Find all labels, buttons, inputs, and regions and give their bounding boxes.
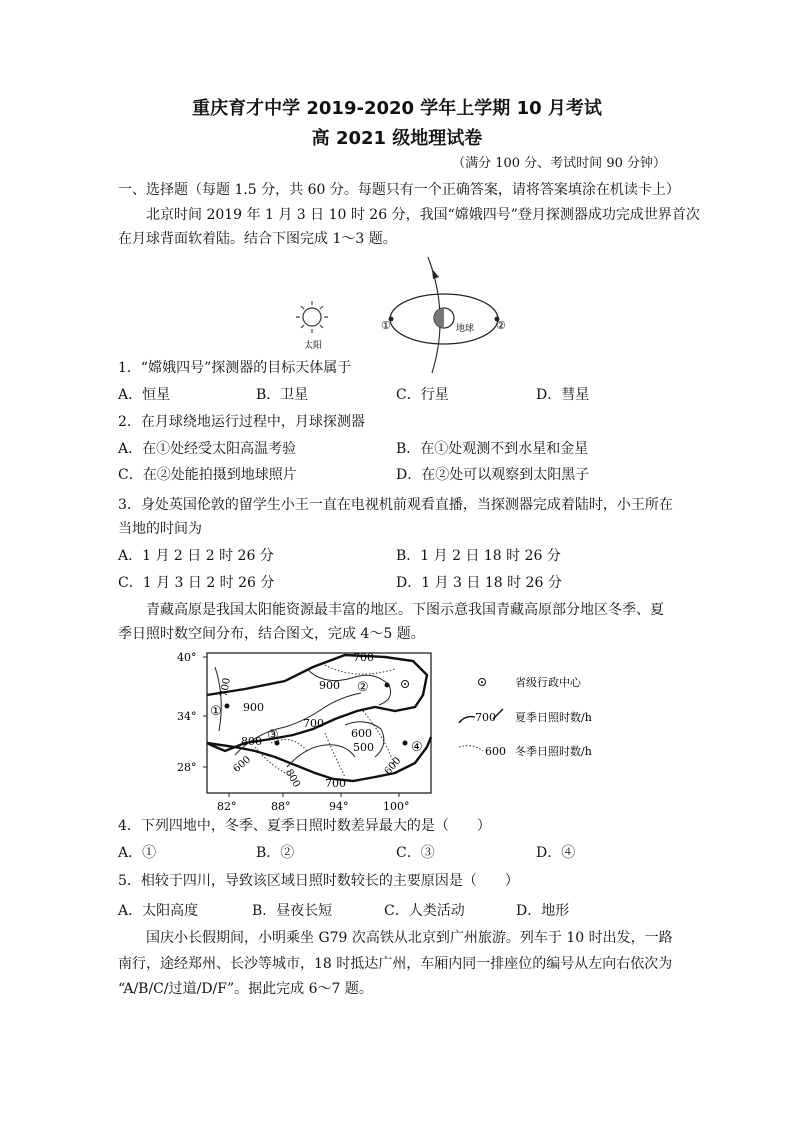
q4-option-a: A．① bbox=[118, 845, 157, 861]
lat-label-34: 34° bbox=[177, 710, 197, 723]
lon-label-94: 94° bbox=[329, 800, 349, 813]
winter-isoline bbox=[325, 733, 345, 777]
summer-isoline bbox=[287, 745, 355, 767]
isoline-label: 600 bbox=[351, 727, 372, 740]
isoline-label: 600 bbox=[382, 755, 404, 778]
point-label-3: ③ bbox=[267, 728, 279, 743]
legend-summer-line bbox=[459, 717, 475, 723]
earth-label: 地球 bbox=[456, 324, 475, 334]
q3-option-d: D．1 月 3 日 18 时 26 分 bbox=[396, 575, 562, 591]
point-label-4: ④ bbox=[411, 740, 423, 755]
sunshine-map bbox=[175, 647, 645, 817]
isoline-label: 700 bbox=[325, 777, 346, 790]
isoline-label: 700 bbox=[303, 717, 324, 730]
location-2 bbox=[385, 683, 390, 688]
section-heading: 一、选择题（每题 1.5 分，共 60 分。每题只有一个正确答案，请将答案填涂在机读卡上） bbox=[118, 182, 680, 198]
q1-option-a: A．恒星 bbox=[118, 387, 171, 403]
q1-stem: 1．“嫦娥四号”探测器的目标天体属于 bbox=[118, 360, 352, 376]
passage1-line1: 北京时间 2019 年 1 月 3 日 10 时 26 分，我国“嫦娥四号”登月探测器成功完成世界首次 bbox=[146, 207, 700, 223]
q5-option-b: B．昼夜长短 bbox=[252, 903, 333, 919]
isoline-label: 600 bbox=[231, 754, 254, 775]
q1-option-d: D．彗星 bbox=[536, 387, 590, 403]
passage3-line1: 国庆小长假期间，小明乘坐 G79 次高铁从北京到广州旅游。列车于 10 时出发，一路 bbox=[146, 930, 673, 946]
legend-winter-line bbox=[459, 746, 483, 751]
sun-icon bbox=[296, 301, 328, 333]
q4-option-b: B．② bbox=[256, 845, 295, 861]
q3-option-b: B．1 月 2 日 18 时 26 分 bbox=[396, 548, 561, 564]
q1-option-c: C．行星 bbox=[396, 387, 449, 403]
isoline-label: 700 bbox=[353, 651, 374, 664]
q4-option-d: D．④ bbox=[536, 845, 576, 861]
earth-icon bbox=[434, 308, 454, 328]
q5-stem: 5．相较于四川，导致该区域日照时数较长的主要原因是（ ） bbox=[118, 873, 519, 889]
q1-option-b: B．卫星 bbox=[256, 387, 309, 403]
point-label-2: ② bbox=[357, 680, 369, 695]
q5-option-a: A．太阳高度 bbox=[118, 903, 199, 919]
passage3-line3: “A/B/C/过道/D/F”。据此完成 6～7 题。 bbox=[118, 981, 373, 997]
lon-label-82: 82° bbox=[217, 800, 237, 813]
legend-capital-label: 省级行政中心 bbox=[515, 676, 581, 689]
winter-isoline bbox=[325, 665, 395, 674]
marker-1: ① bbox=[381, 319, 391, 332]
isoline-label: 500 bbox=[353, 741, 374, 754]
passage1-line2: 在月球背面软着陆。结合下图完成 1～3 题。 bbox=[118, 231, 397, 247]
q2-option-c: C．在②处能拍摄到地球照片 bbox=[118, 467, 297, 483]
lat-label-40: 40° bbox=[177, 651, 197, 664]
isoline-label: 900 bbox=[319, 679, 340, 692]
location-1 bbox=[225, 704, 230, 709]
orbit-figure bbox=[282, 255, 522, 375]
legend-winter-value: 600 bbox=[485, 745, 506, 758]
exam-info: （满分 100 分、考试时间 90 分钟） bbox=[452, 156, 666, 171]
passage3-line2: 南行，途经郑州、长沙等城市，18 时抵达广州，车厢内同一排座位的编号从左向右依次为 bbox=[118, 956, 673, 972]
lon-label-100: 100° bbox=[383, 800, 410, 813]
q4-stem: 4．下列四地中，冬季、夏季日照时数差异最大的是（ ） bbox=[118, 818, 491, 834]
sun-label: 太阳 bbox=[304, 341, 323, 351]
legend-winter-label: 冬季日照时数/h bbox=[515, 745, 592, 758]
lat-label-28: 28° bbox=[177, 761, 197, 774]
lon-label-88: 88° bbox=[271, 800, 291, 813]
summer-isoline bbox=[215, 667, 221, 731]
isoline-label: 800 bbox=[282, 767, 303, 790]
isoline-label: 900 bbox=[243, 701, 264, 714]
q3-stem-line1: 3．身处英国伦敦的留学生小王一直在电视机前观看直播，当探测器完成着陆时，小王所在 bbox=[118, 497, 673, 513]
marker-2: ② bbox=[496, 319, 506, 332]
legend-summer-label: 夏季日照时数/h bbox=[515, 711, 592, 724]
q3-option-c: C．1 月 3 日 2 时 26 分 bbox=[118, 575, 275, 591]
q2-stem: 2．在月球绕地运行过程中，月球探测器 bbox=[118, 414, 365, 430]
legend-summer-value: 700 bbox=[475, 711, 496, 724]
location-4 bbox=[403, 741, 408, 746]
q2-option-b: B．在①处观测不到水星和金星 bbox=[396, 441, 589, 457]
q5-option-d: D．地形 bbox=[516, 903, 570, 919]
legend-capital-icon bbox=[479, 679, 486, 686]
orbit-arrow bbox=[432, 269, 439, 279]
q2-option-a: A．在①处经受太阳高温考验 bbox=[118, 441, 297, 457]
q2-option-d: D．在②处可以观察到太阳黑子 bbox=[396, 467, 590, 483]
passage2-line1: 青藏高原是我国太阳能资源最丰富的地区。下图示意我国青藏高原部分地区冬季、夏 bbox=[146, 602, 664, 618]
q5-option-c: C．人类活动 bbox=[384, 903, 465, 919]
isoline-label: 700 bbox=[218, 677, 233, 698]
passage2-line2: 季日照时数空间分布，结合图文，完成 4～5 题。 bbox=[118, 626, 425, 642]
provincial-capital-icon bbox=[402, 681, 409, 688]
isoline-label: 800 bbox=[241, 735, 262, 748]
q4-option-c: C．③ bbox=[396, 845, 435, 861]
exam-title-line1: 重庆育才中学 2019-2020 学年上学期 10 月考试 bbox=[192, 98, 602, 119]
q3-stem-line2: 当地的时间为 bbox=[118, 521, 202, 537]
q3-option-a: A．1 月 2 日 2 时 26 分 bbox=[118, 548, 274, 564]
point-label-1: ① bbox=[210, 704, 222, 719]
exam-title-line2: 高 2021 级地理试卷 bbox=[311, 128, 483, 149]
